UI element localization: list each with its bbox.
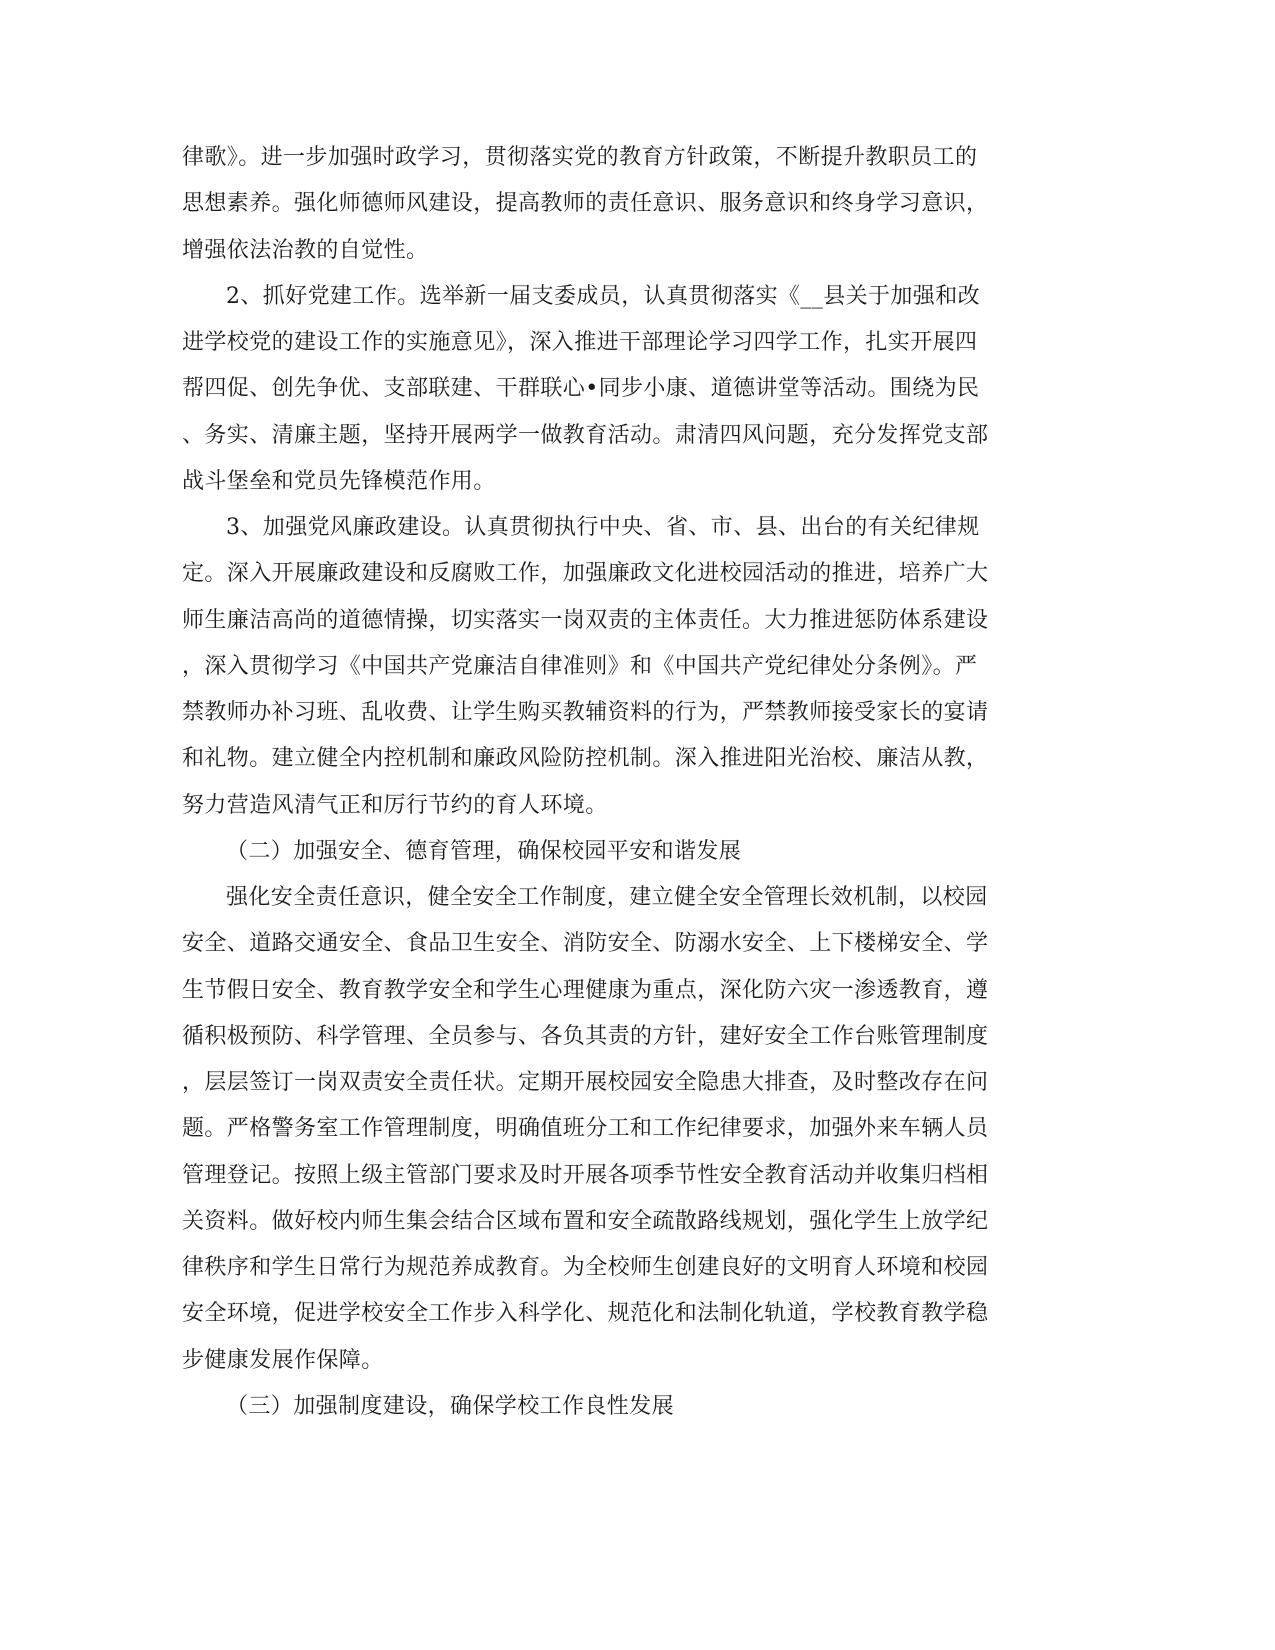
text-line: 安全、道路交通安全、食品卫生安全、消防安全、防溺水安全、上下楼梯安全、学	[182, 931, 989, 956]
text-line: 安全环境，促进学校安全工作步入科学化、规范化和法制化轨道，学校教育教学稳	[182, 1301, 989, 1326]
paragraph-start-line: 2、抓好党建工作。选举新一届支委成员，认真贯彻落实《__县关于加强和改	[226, 284, 980, 309]
text-line: ，层层签订一岗双责安全责任状。定期开展校园安全隐患大排查，及时整改存在问	[182, 1070, 989, 1095]
text-line: 循积极预防、科学管理、全员参与、各负其责的方针，建好安全工作台账管理制度	[182, 1024, 989, 1049]
text-line: 努力营造风清气正和厉行节约的育人环境。	[182, 793, 608, 818]
paragraph-start-line: 3、加强党风廉政建设。认真贯彻执行中央、省、市、县、出台的有关纪律规	[226, 515, 980, 540]
text-line: 增强依法治教的自觉性。	[182, 238, 429, 263]
text-line: 禁教师办补习班、乱收费、让学生购买教辅资料的行为，严禁教师接受家长的宴请	[182, 700, 989, 725]
text-line: 步健康发展作保障。	[182, 1348, 384, 1373]
text-line: 关资料。做好校内师生集会结合区域布置和安全疏散路线规划，强化学生上放学纪	[182, 1209, 989, 1234]
text-line: 思想素养。强化师德师风建设，提高教师的责任意识、服务意识和终身学习意识，	[182, 191, 989, 216]
text-line: 题。严格警务室工作管理制度，明确值班分工和工作纪律要求，加强外来车辆人员	[182, 1116, 989, 1141]
text-line: 生节假日安全、教育教学安全和学生心理健康为重点，深化防六灾一渗透教育，遵	[182, 978, 989, 1003]
paragraph-start-line: 强化安全责任意识，健全安全工作制度，建立健全安全管理长效机制，以校园	[226, 885, 988, 910]
text-line: 管理登记。按照上级主管部门要求及时开展各项季节性安全教育活动并收集归档相	[182, 1163, 989, 1188]
text-line: 战斗堡垒和党员先锋模范作用。	[182, 469, 496, 494]
text-line: 律秩序和学生日常行为规范养成教育。为全校师生创建良好的文明育人环境和校园	[182, 1255, 989, 1280]
text-line: 、务实、清廉主题，坚持开展两学一做教育活动。肃清四风问题，充分发挥党支部	[182, 423, 989, 448]
text-line: 师生廉洁高尚的道德情操，切实落实一岗双责的主体责任。大力推进惩防体系建设	[182, 608, 989, 633]
text-line: 进学校党的建设工作的实施意见》，深入推进干部理论学习四学工作，扎实开展四	[182, 330, 978, 355]
section-heading: （二）加强安全、德育管理，确保校园平安和谐发展	[226, 839, 742, 864]
text-line: ，深入贯彻学习《中国共产党廉洁自律准则》和《中国共产党纪律处分条例》。严	[182, 654, 978, 679]
text-line: 和礼物。建立健全内控机制和廉政风险防控机制。深入推进阳光治校、廉洁从教，	[182, 746, 989, 771]
text-line: 律歌》。进一步加强时政学习，贯彻落实党的教育方针政策，不断提升教职员工的	[182, 145, 978, 170]
text-line: 帮四促、创先争优、支部联建、干群联心•同步小康、道德讲堂等活动。围绕为民	[182, 376, 980, 401]
section-heading: （三）加强制度建设，确保学校工作良性发展	[226, 1394, 675, 1419]
text-line: 定。深入开展廉政建设和反腐败工作，加强廉政文化进校园活动的推进，培养广大	[182, 561, 989, 586]
